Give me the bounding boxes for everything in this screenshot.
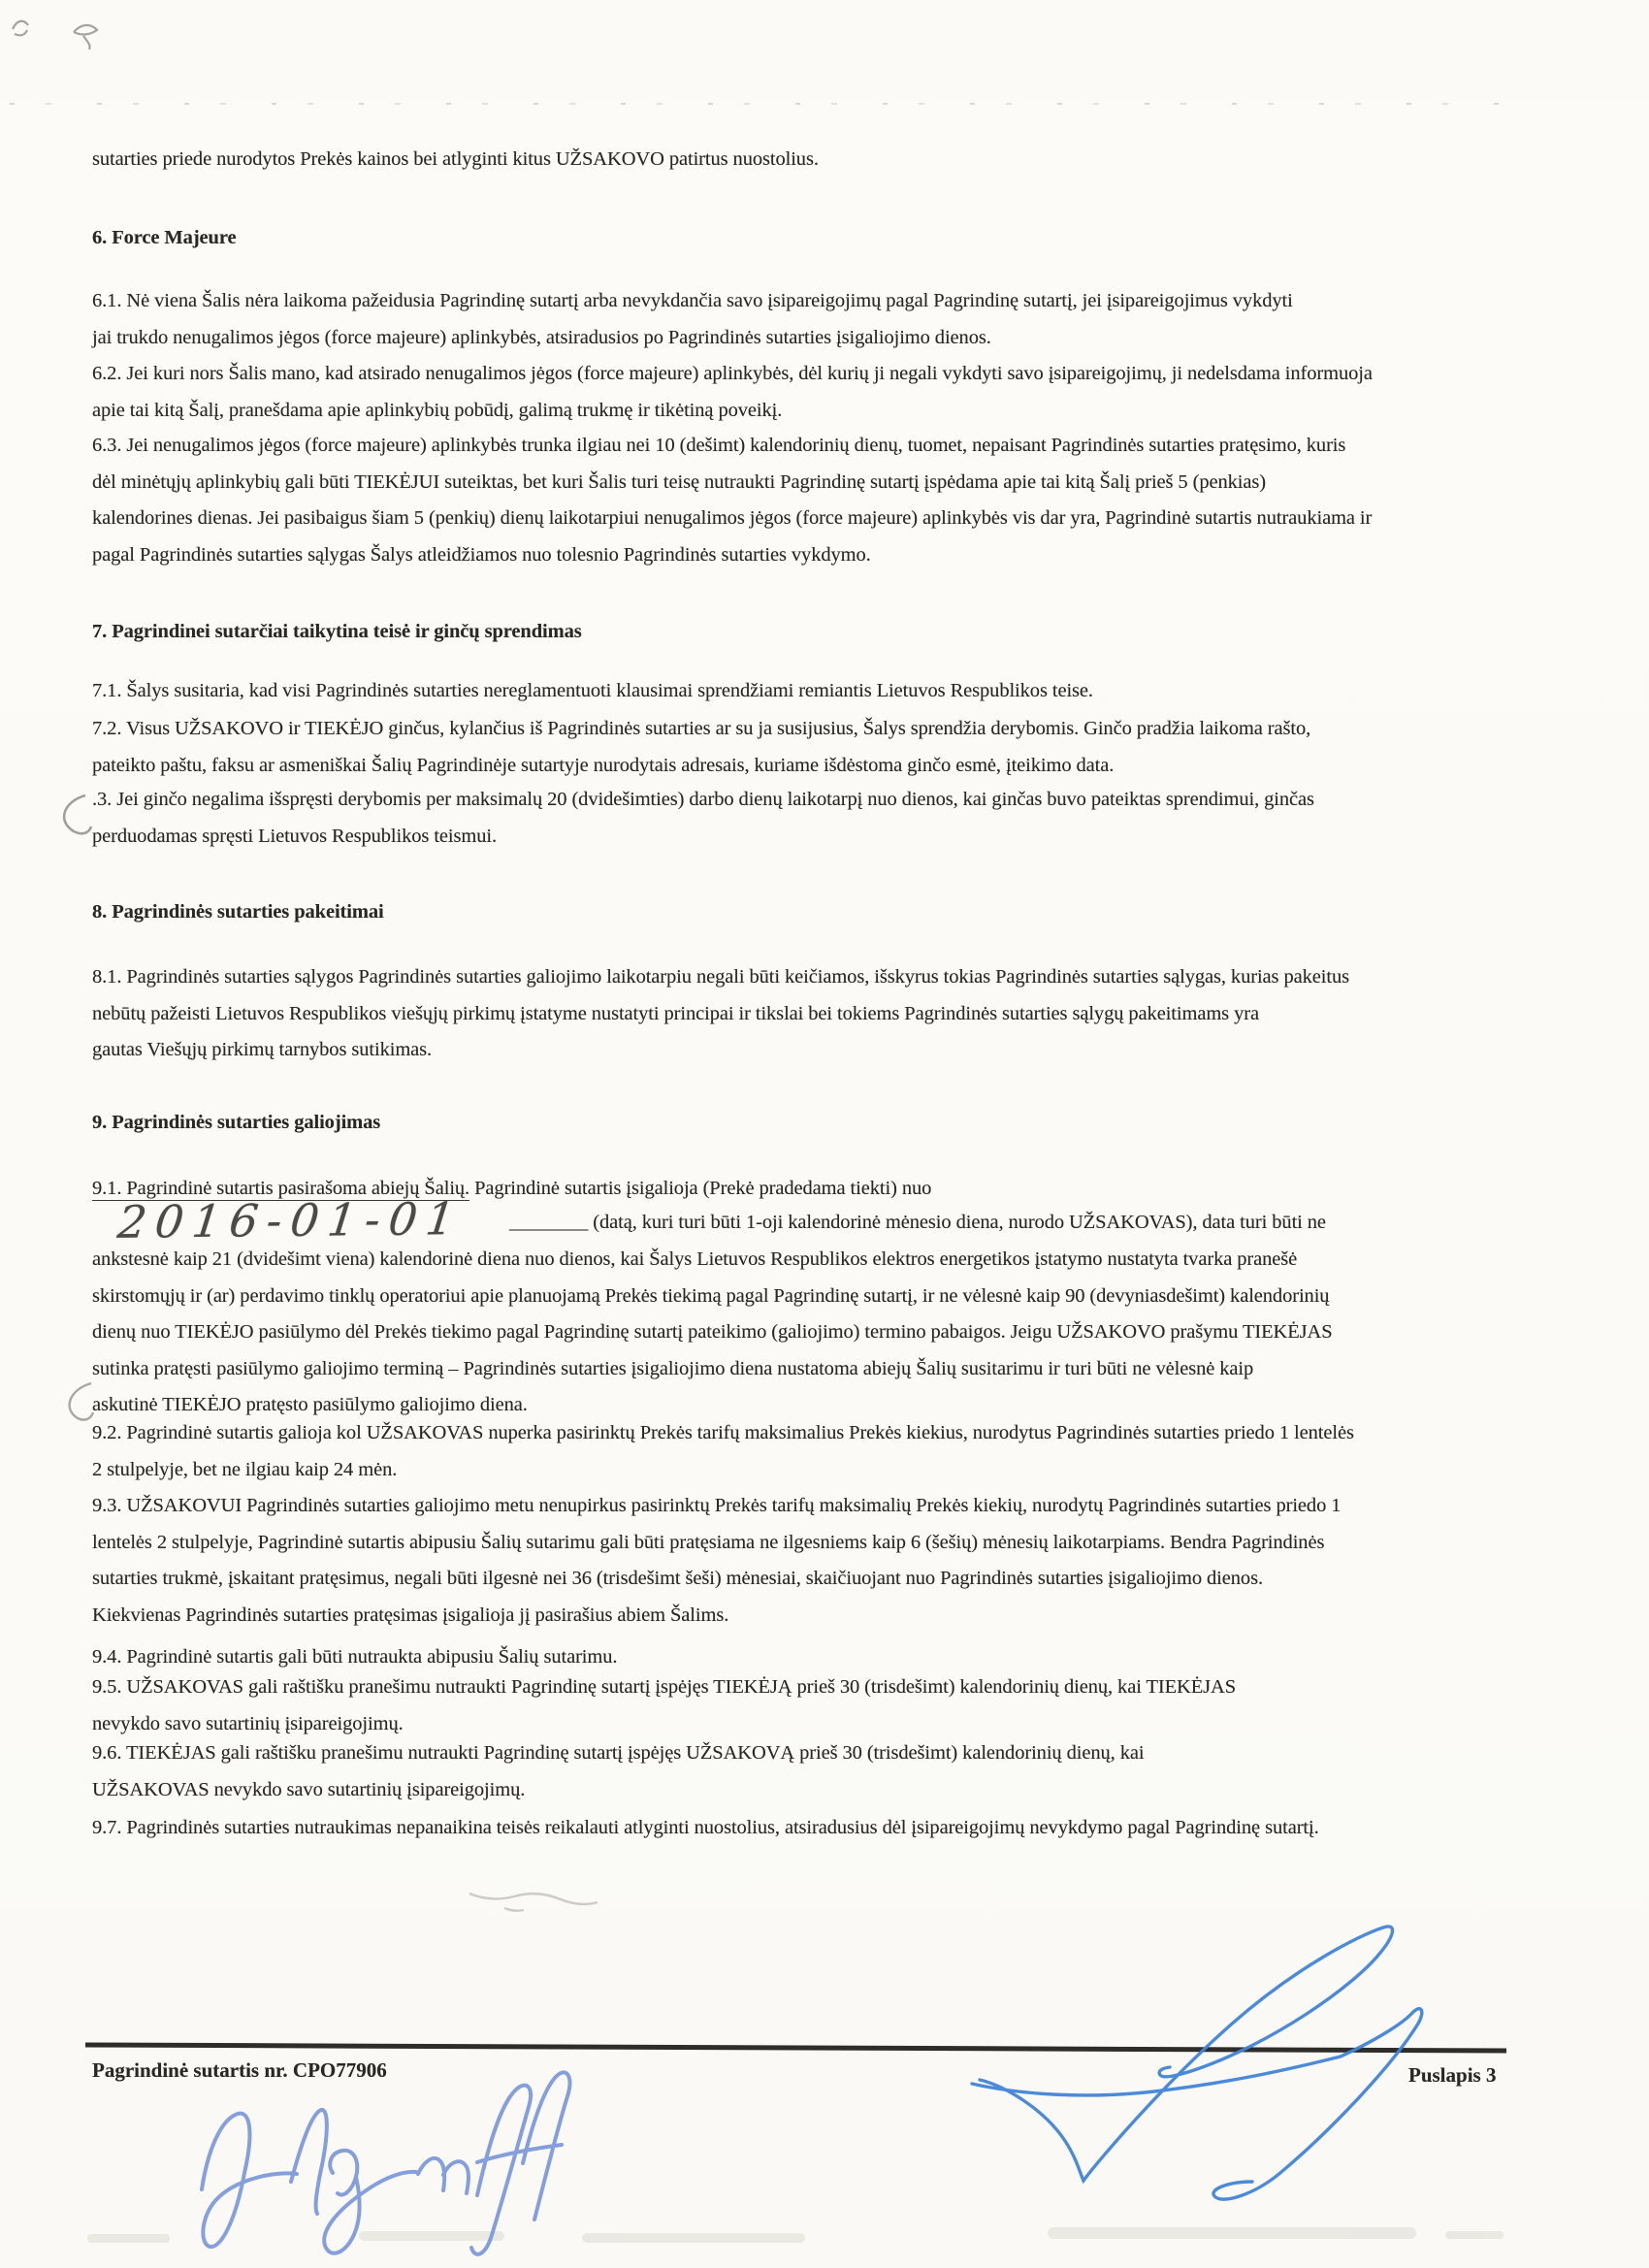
section-8-heading: 8. Pagrindinės sutarties pakeitimai [92,901,384,923]
section-7-heading: 7. Pagrindinei sutarčiai taikytina teisė ir ginčų sprendimas [92,621,582,642]
text-line: .3. Jei ginčo negalima išspręsti derybomis per maksimalų 20 (dvidešimties) darbo dienų laikotarpį nuo dienos, kai ginčas buvo pateiktas sprendimui, ginčas [92,789,1314,810]
intro-text: sutarties priede nurodytos Prekės kainos bei atlyginti kitus UŽSAKOVO patirtus nuostolius. [92,148,819,170]
text-line: 9.4. Pagrindinė sutartis gali būti nutraukta abipusiu Šalių sutarimu. [92,1646,618,1668]
clause-9-1-line2 [92,1205,1581,1242]
text-line: sutinka pratęsti pasiūlymo galiojimo terminą – Pagrindinės sutarties įsigaliojimo diena nustatoma abiejų Šalių susitarimu ir turi būti ne vėlesnė kaip [92,1357,1254,1379]
bottom-smudge-artifacts [87,2227,1504,2243]
clause-7-2 [92,711,1581,784]
clause-9-2 [92,1415,1581,1488]
text-line: UŽSAKOVAS nevykdo savo sutartinių įsipareigojimų. [92,1778,526,1800]
text-line: Kiekvienas Pagrindinės sutarties pratęsimas įsigalioja jį pasirašius abiem Šalims. [92,1604,729,1626]
text-line: 9.2. Pagrindinė sutartis galioja kol UŽSAKOVAS nuperka pasirinktų Prekės tarifų maksimalius Prekės kiekius, nurodytus Pagrindinės sutarties priedo 1 lentelės [92,1422,1354,1443]
handwritten-date: 2016-01-01 [114,1192,467,1248]
text-line: perduodamas spręsti Lietuvos Respublikos teismui. [92,825,498,847]
text-line: lentelės 2 stulpelyje, Pagrindinė sutartis abipusiu Šalių sutarimu gali būti pratęsiama ne ilgesniems kaip 6 (šešių) mėnesių laikotarpiams. Bendra Pagrindinės [92,1531,1325,1553]
clause-9-1-continued [92,1242,1581,1424]
text-line: skirstomųjų ir (ar) perdavimo tinklų operatoriui apie planuojamą Prekės tiekimą pagal Pagrindinę sutartį, ir ne vėlesnė kaip 90 (devyniasdešimt) kalendorinių [92,1284,1330,1307]
clause-9-7 [92,1810,1581,1847]
text-line: pateikto paštu, faksu ar asmeniškai Šalių Pagrindinėje sutartyje nurodytais adresais, kuriame išdėstoma ginčo esmė, įteikimo data. [92,754,1115,776]
footer-contract-number: Pagrindinė sutartis nr. CPO77906 [92,2058,387,2082]
footer-page-number: Puslapis 3 [1408,2063,1497,2087]
clause-6-1 [92,283,1581,356]
text-line: kalendorines dienas. Jei pasibaigus šiam 5 (penkių) dienų laikotarpiui nenugalimos jėgos (force majeure) aplinkybės vis dar yra, Pagrindinė sutartis nutraukiama ir [92,507,1373,529]
text-line: nevykdo savo sutartinių įsipareigojimų. [92,1712,404,1734]
clause-6-2 [92,356,1581,429]
footer-rule [85,2045,1506,2051]
clause-7-3 [92,782,1581,855]
text-line: 9.5. UŽSAKOVAS gali raštišku pranešimu nutraukti Pagrindinę sutartį įspėjęs TIEKĖJĄ prieš 30 (trisdešimt) kalendorinių dienų, kai TIEKĖJAS [92,1676,1237,1698]
text-line: 9.7. Pagrindinės sutarties nutraukimas nepanaikina teisės reikalauti atlyginti nuostolius, atsiradusius dėl įsipareigojimų nevykdymo pagal Pagrindinę sutartį. [92,1817,1319,1838]
text-line: pagal Pagrindinės sutarties sąlygas Šalys atleidžiamos nuo tolesnio Pagrindinės sutarties vykdymo. [92,543,871,566]
section-9-heading: 9. Pagrindinės sutarties galiojimas [92,1112,381,1133]
scan-dotted-artifact [10,103,1518,105]
text-line: 6.3. Jei nenugalimos jėgos (force majeure) aplinkybės trunka ilgiau nei 10 (dešimt) kalendorinių dienų, tuomet, nepaisant Pagrindinės sutarties pratęsimo, kuris [92,435,1346,456]
clause-6-3 [92,428,1581,573]
handwritten-signature-right [972,1927,1422,2199]
handwritten-signature-left [202,2072,569,2254]
text-line: dienų nuo TIEKĖJO pasiūlymo dėl Prekės tiekimo pagal Pagrindinę sutartį pateikimo (galiojimo) termino pabaigos. Jeigu UŽSAKOVO prašymu TIEKĖJAS [92,1321,1333,1343]
clause-9-6 [92,1735,1581,1808]
text-line: 6.1. Nė viena Šalis nėra laikoma pažeidusia Pagrindinę sutartį arba nevykdančia savo įsipareigojimų pagal Pagrindinę sutartį, jei įsipareigojimus vykdyti [92,290,1293,311]
text-line: Pagrindinė sutartis įsigalioja (Prekė pradedama tiekti) nuo [469,1178,932,1199]
clause-8-1 [92,959,1581,1069]
blank-underscore-line: ________ [509,1212,589,1233]
pencil-mark-artifact [13,21,97,49]
text-line: jai trukdo nenugalimos jėgos (force majeure) aplinkybės, atsiradusios po Pagrindinės sutarties įsigaliojimo dienos. [92,326,991,348]
text-line: (datą, kuri turi būti 1-oji kalendorinė mėnesio diena, nurodo UŽSAKOVAS), data turi būti ne [588,1212,1326,1233]
margin-curl-artifact [64,795,91,833]
text-line: 2 stulpelyje, bet ne ilgiau kaip 24 mėn. [92,1458,398,1480]
section-6-heading: 6. Force Majeure [92,227,237,248]
text-line: 7.1. Šalys susitaria, kad visi Pagrindinės sutarties nereglamentuoti klausimai sprendžiami remiantis Lietuvos Respublikos teise. [92,680,1093,701]
text-line: apie tai kitą Šalį, pranešdama apie aplinkybių pobūdį, galimą trukmę ir tikėtiną poveikį. [92,399,783,421]
clause-9-5 [92,1669,1581,1742]
clause-7-1 [92,673,1581,710]
text-line: 9.6. TIEKĖJAS gali raštišku pranešimu nutraukti Pagrindinę sutartį įspėjęs UŽSAKOVĄ prieš 30 (trisdešimt) kalendorinių dienų, kai [92,1742,1145,1764]
smudge-artifact [469,1894,598,1911]
text-line: 6.2. Jei kuri nors Šalis mano, kad atsirado nenugalimos jėgos (force majeure) aplinkybės, dėl kurių ji negali vykdyti savo įsipareigojimų, ji nedelsdama informuoja [92,363,1373,384]
text-line: nebūtų pažeisti Lietuvos Respublikos viešųjų pirkimų įstatyme nustatyti principai ir tikslai bei tokiems Pagrindinės sutarties sąlygų pakeitimams yra [92,1002,1259,1024]
text-line: 8.1. Pagrindinės sutarties sąlygos Pagrindinės sutarties galiojimo laikotarpiu negali būti keičiamos, išskyrus tokias Pagrindinės sutarties sąlygas, kurias pakeitus [92,966,1349,988]
text-line: dėl minėtųjų aplinkybių gali būti TIEKĖJUI suteiktas, bet kuri Šalis turi teisę nutraukti Pagrindinę sutartį įspėdama apie tai kitą Šalį prieš 5 (penkias) [92,470,1266,493]
text-line: 7.2. Visus UŽSAKOVO ir TIEKĖJO ginčus, kylančius iš Pagrindinės sutarties ar su ja susijusius, Šalys sprendžia derybomis. Ginčo pradžia laikoma rašto, [92,718,1311,739]
clause-9-3 [92,1488,1581,1634]
text-line: ankstesnė kaip 21 (dvidešimt viena) kalendorinė diena nuo dienos, kai Šalys Lietuvos Respublikos elektros energetikos įstatymo nustatyta tvarka pranešė [92,1248,1298,1270]
underlined-text: 9.1. Pagrindinė sutartis pasirašoma abiejų Šalių. [92,1178,470,1199]
text-line: sutarties trukmė, įskaitant pratęsimus, negali būti ilgesnė nei 36 (trisdešimt šeši) mėnesiai, skaičiuojant nuo Pagrindinės sutarties įsigaliojimo dienos. [92,1568,1263,1589]
text-line: 9.3. UŽSAKOVUI Pagrindinės sutarties galiojimo metu nenupirkus pasirinktų Prekės tarifų maksimalių Prekės kiekių, nurodytų Pagrindinės sutarties priedo 1 [92,1495,1342,1516]
text-line: askutinė TIEKĖJO pratęsto pasiūlymo galiojimo diena. [92,1394,528,1415]
margin-curl-artifact-2 [70,1383,93,1420]
text-line: gautas Viešųjų pirkimų tarnybos sutikimas. [92,1039,433,1060]
